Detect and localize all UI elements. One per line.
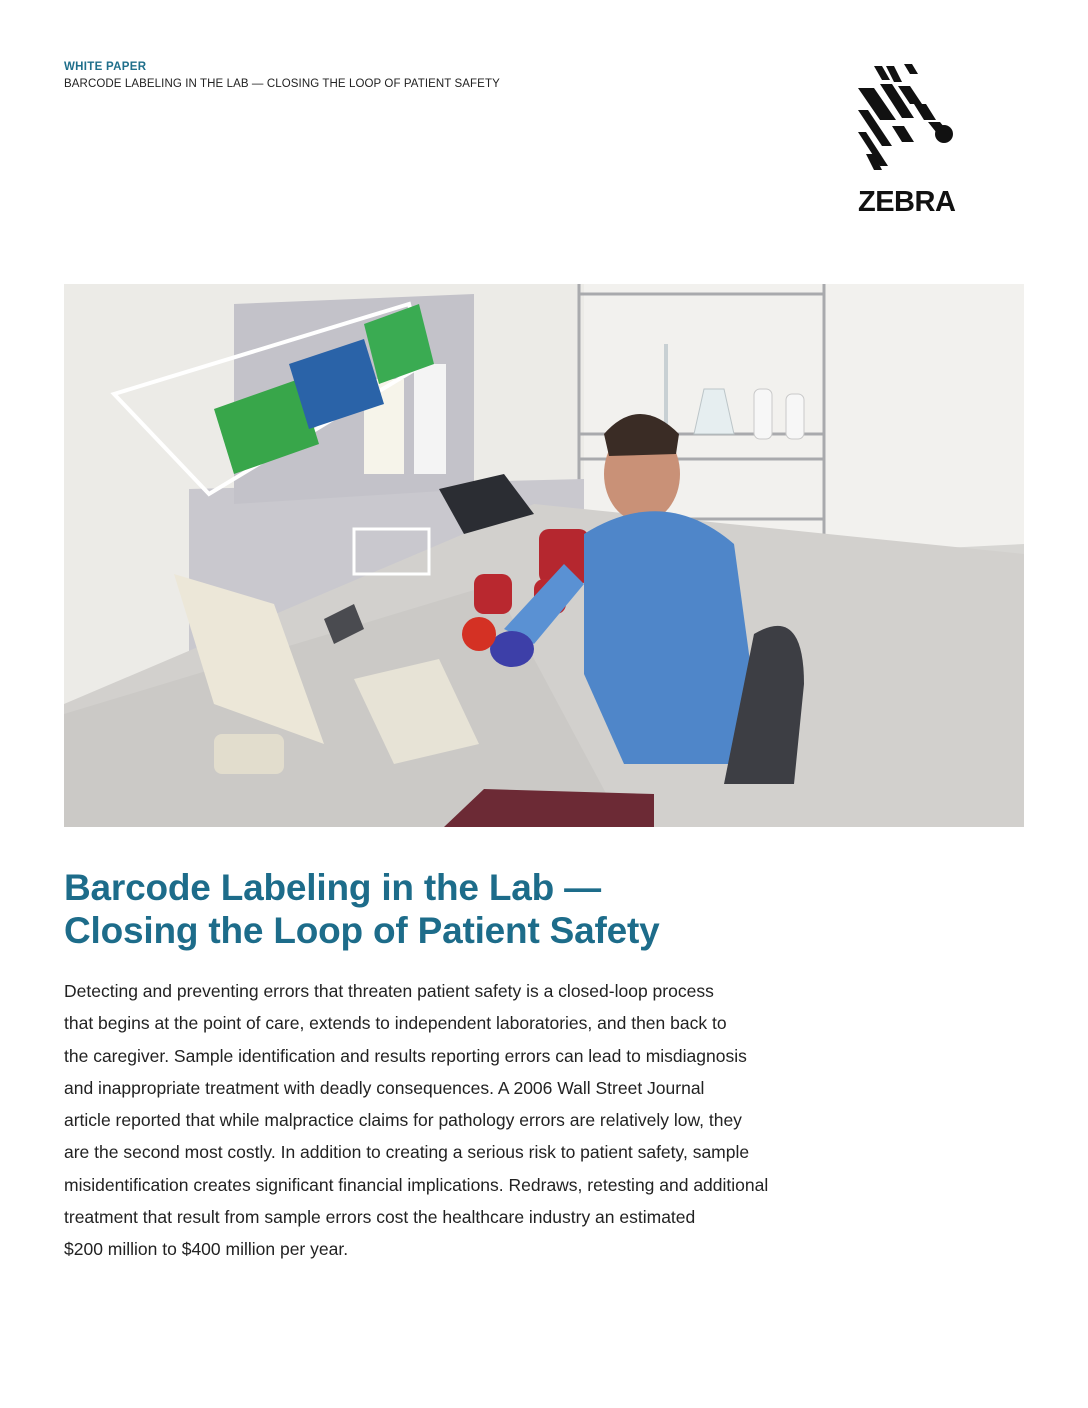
paragraph-line: article reported that while malpractice claims for pathology errors are relatively low, they: [64, 1110, 742, 1131]
paragraph-line: $200 million to $400 million per year.: [64, 1239, 349, 1260]
title-line: Barcode Labeling in the Lab —: [64, 867, 601, 908]
document-subtitle: BARCODE LABELING IN THE LAB — CLOSING THE LOOP OF PATIENT SAFETY: [64, 78, 500, 90]
paragraph-line: Detecting and preventing errors that threaten patient safety is a closed-loop process: [64, 981, 714, 1001]
title-line: Closing the Loop of Patient Safety: [64, 910, 660, 951]
zebra-wordmark: ZEBRA: [858, 186, 956, 218]
hero-photo: [64, 284, 1024, 827]
paragraph-line: and inappropriate treatment with deadly consequences. A 2006 Wall Street Journal: [64, 1077, 705, 1098]
intro-paragraph: [64, 975, 844, 1266]
paragraph-line: the caregiver. Sample identification and results reporting errors can lead to misdiagnosis: [64, 1045, 747, 1066]
page-title: [64, 866, 964, 952]
paragraph-line: that begins at the point of care, extends to independent laboratories, and then back to: [64, 1013, 727, 1034]
document-kicker: WHITE PAPER: [64, 61, 147, 73]
paragraph-line: are the second most costly. In addition to creating a serious risk to patient safety, sample: [64, 1142, 750, 1163]
paragraph-line: treatment that result from sample errors cost the healthcare industry an estimated: [64, 1207, 696, 1228]
paragraph-line: misidentification creates significant financial implications. Redraws, retesting and additional: [64, 1174, 769, 1195]
